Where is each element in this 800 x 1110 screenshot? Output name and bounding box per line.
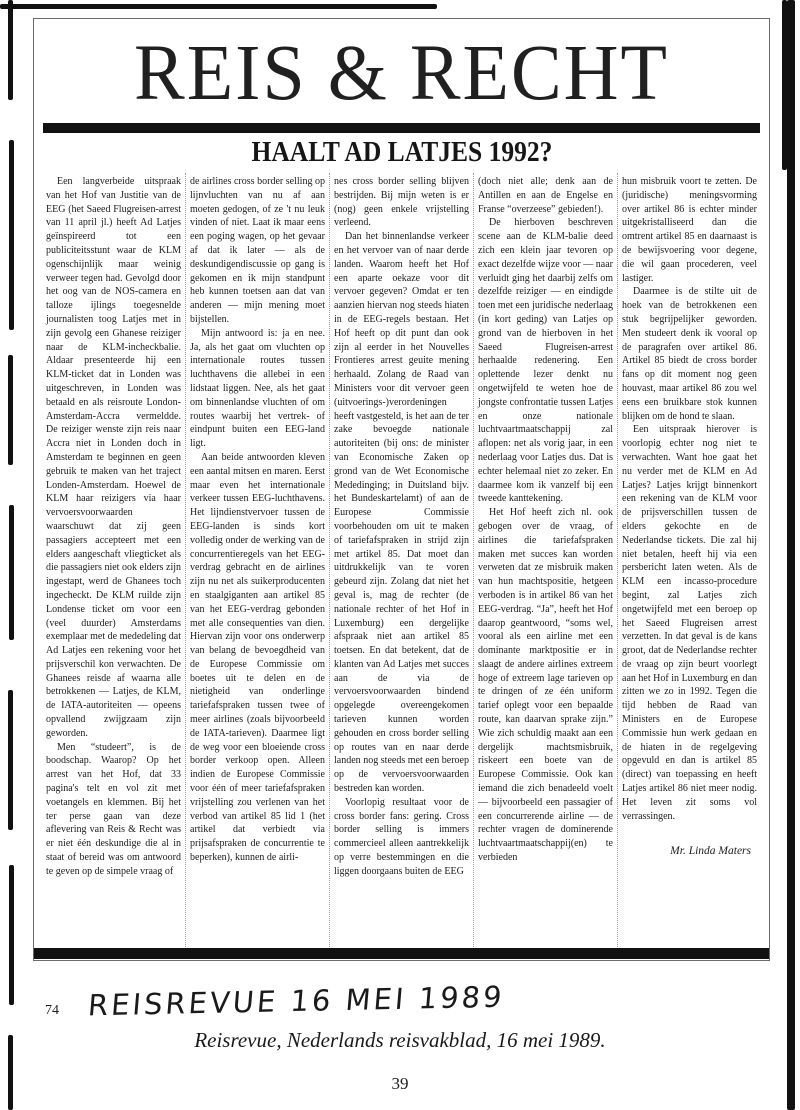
- article-paragraph: Een langverbeide uitspraak van het Hof van Justitie van de EEG (het Saeed Flugreisen-arrest van 11 april jl.) heeft Ad Latjes geïnspireerd tot een publiciteitsstunt waar de KLM ogenschijnlijk maar weinig verweer tegen had. Gevolgd door het oog van de NOS-camera en talloze ijlings toegesnelde journalisten toog Latjes met in zijn gevolg een Ghanese reiziger naar de KLM-incheckbalie. Aldaar presenteerde hij een KLM-ticket dat in Londen was uitgeschreven, in Londen was betaald en als reisroute London-Amsterdam-Accra vermeldde. De reiziger wenste zijn reis naar Accra niet in Londen doch in Amsterdam te beginnen en geen gebruik te maken van het traject Londen-Amsterdam. Hoewel de KLM haar reizigers via haar vervoersvoorwaarden waarschuwt dat zij geen passagiers accepteert met een elders aangeschaft vliegticket als die passagiers niet ook elders zijn ingestapt, werd de Ghanees toch ingecheckt. De KLM ruilde zijn Londense ticket om voor een (veel duurder) Amsterdams exemplaar met de mededeling dat Ad Latjes een rekening voor het prijsverschil kon verwachten. De Ghanees reisde af waarna alle betrokkenen — Latjes, de KLM, de IATA-autoriteiten — opeens opvallend zwijgzaam zijn geworden.: [46, 176, 181, 739]
- article-paragraph: Voorlopig resultaat voor de cross border fans: gering. Cross border selling is immers commercieel alleen aantrekkelijk op verre bestemmingen en die liggen doorgaans buiten de EEG: [334, 796, 469, 877]
- source-caption: Reisrevue, Nederlands reisvakblad, 16 mei 1989.: [194, 1028, 606, 1052]
- article-paragraph: (doch niet alle; denk aan de Antillen en aan de Engelse en Franse “overzeese” gebieden!).: [478, 176, 613, 215]
- scan-artifact-left-dash: [9, 865, 14, 1005]
- article-paragraph: Men “studeert”, is de boodschap. Waarop? Op het arrest van het Hof, dat 33 pagina's telt en vol zit met voetangels en klemmen. Bij het ter perse gaan van deze aflevering van Reis & Recht was er niet één deskundige die al in staat of bereid was om antwoord te geven op de simpele vraag of: [46, 741, 181, 877]
- article-paragraph: Aan beide antwoorden kleven een aantal mitsen en maren. Eerst maar even het internationale verkeer tussen EEG-luchthavens. Het lijndienstvervoer tussen de EEG-landen is sinds kort volledig onder de werking van de concurrentieregels van het EEG-verdrag gebracht en de airlines zijn nu net als suikerproducenten en staalgiganten aan artikel 85 van het EEG-verdrag gebonden met alle consequenties van dien. Hiervan zijn voor ons onderwerp van belang de bevoegdheid van de Europese Commissie om boetes uit te delen en de nietigheid van onderlinge tariefafspraken tussen twee of meer airlines (zoals bijvoorbeeld de IATA-tarieven). Daarmee ligt de weg voor een bloeiende cross border verkoop open. Alleen indien de Europese Commissie voor één of meer tariefafspraken vrijstelling zou verlenen van het verbod van artikel 85 lid 1 (het artikel dat verbiedt via prijsafspraken de concurrentie te beperken), kunnen de airli-: [190, 451, 325, 864]
- masthead-rule: [43, 123, 760, 133]
- author-signature: Mr. Linda Maters: [670, 845, 751, 858]
- scan-artifact-right-bar: [787, 0, 795, 1110]
- article-paragraph: Het Hof heeft zich nl. ook gebogen over de vraag, of airlines die tariefafspraken maken met succes kan worden verweten dat ze misbruik maken van hun machtspositie, hetgeen verboden is in artikel 86 van het EEG-verdrag. “Ja”, heeft het Hof daarop geantwoord, “soms wel, vooral als een airline met een dominante marktpositie er in slaagt de andere airlines extreem hoge of extreem lage tarieven op te dringen of ze één uniform tarief oplegt voor een bepaalde route, kan daarvan sprake zijn.” Wie zich schuldig maakt aan een dergelijk machtsmisbruik, riskeert een boete van de Europese Commissie. Ook kan iemand die zich benadeeld voelt — bijvoorbeeld een passagier of een concurrerende airline — de rechter vragen de dominerende luchtvaartmaatschappij(en) te verbieden: [478, 507, 613, 864]
- article-paragraph: De hierboven beschreven scene aan de KLM-balie deed zich een klein jaar tevoren op exact dezelfde wijze voor — naar verluidt ging het daarbij zelfs om dezelfde reiziger — en eindigde toen met een juridische nederlaag (in kort geding) van Latjes op grond van de hierboven in het Saeed Flugreisen-arrest herhaalde redenering. Een oplettende lezer denkt nu ongetwijfeld te weten hoe de jongste confrontatie tussen Latjes en onze nationale luchtvaartmaatschappij zal aflopen: net als vorig jaar, in een nederlaag voor Latjes dus. Dat is echter helemaal niet zo zeker. En daarmee kom ik vanzelf bij een tweede kanttekening.: [478, 217, 613, 505]
- scan-artifact-left-dash: [9, 140, 14, 330]
- article-paragraph: de airlines cross border selling op lijnvluchten van nu af aan moeten gedogen, of ze 't nu leuk vinden of niet. Laat ik maar eens een poging wagen, op het gevaar af dat ik later — als de deskundigendiscussie op gang is gekomen en ik mijn standpunt heb kunnen toetsen aan dat van anderen — mijn mening moet bijstellen.: [190, 176, 325, 325]
- article-paragraph: Mijn antwoord is: ja en nee. Ja, als het gaat om vluchten op internationale routes tussen luchthavens die allebei in een lidstaat liggen. Nee, als het gaat om binnenlandse vluchten of om routes waarbij het vertrek- of eindpunt buiten een EEG-land ligt.: [190, 327, 325, 450]
- scan-artifact-left-dash: [8, 0, 13, 100]
- scan-artifact-left-dash: [9, 505, 14, 640]
- print-number: 74: [45, 1003, 59, 1018]
- article-column-3: [329, 173, 473, 961]
- headline-row: [34, 137, 769, 169]
- article-column-2: [185, 173, 329, 961]
- article-paragraph: Daarmee is de stilte uit de hoek van de betrokkenen een stuk begrijpelijker geworden. Men studeert denk ik vooral op de paragrafen over artikel 86. Artikel 85 biedt de cross border fans op dit moment nog geen houvast, maar artikel 86 zou wel eens een bruikbare stok kunnen blijken om de hond te slaan.: [622, 286, 757, 422]
- scan-artifact-left-dash: [8, 690, 13, 830]
- page-number: 39: [391, 1074, 409, 1093]
- article-column-5: [617, 173, 761, 961]
- scan-artifact-left-dash: [8, 355, 13, 465]
- scan-artifact-right-bar-2: [782, 0, 787, 170]
- article-headline: HAALT AD LATJES 1992?: [251, 136, 552, 168]
- article-column-4: [473, 173, 617, 961]
- article-clipping: [33, 18, 770, 961]
- magazine-section-title: REIS & RECHT: [134, 29, 669, 117]
- scan-artifact-top-line: [0, 4, 437, 9]
- article-paragraph: Een uitspraak hierover is voorlopig echter nog niet te verwachten. Want hoe gaat het nu verder met de KLM en Ad Latjes? Latjes krijgt binnenkort een rekening van de KLM voor de prijsverschillen tussen de elders gekochte en de Nederlandse tickets. Die zal hij niet betalen, heeft hij via een persbericht laten weten. Als de KLM een incasso-procedure begint, zal Latjes zich ongetwijfeld met een beroep op het Saeed Flugreisen arrest verzetten. In dat geval is de kans groot, dat de Nederlandse rechter de vraag op zijn beurt voorlegt aan het Hof in Luxemburg en dan zitten we zo in 1992. Tegen die tijd hebben de Raad van Ministers en de Europese Commissie hun werk gedaan en de hiaten in de regelgeving opgevuld en dan is artikel 85 (direct) van toepassing en heeft Latjes artikel 86 niet meer nodig. Het leven zit soms vol verrassingen.: [622, 424, 757, 822]
- article-paragraph: nes cross border selling blijven bestrijden. Bij mijn weten is er (nog) geen enkele vrijstelling verleend.: [334, 176, 469, 229]
- article-paragraph: hun misbruik voort te zetten. De (juridische) meningsvorming over artikel 86 is echter minder uitgekristalliseerd dan die omtrent artikel 85 en daarnaast is de bewijsvoering voor degene, die wil gaan procederen, veel lastiger.: [622, 176, 757, 284]
- article-bottom-rule: [34, 948, 769, 959]
- article-columns: [42, 173, 761, 961]
- handwritten-annotation: REISREVUE 16 MEI 1989: [86, 979, 506, 1023]
- article-paragraph: Dan het binnenlandse verkeer en het vervoer van of naar derde landen. Waarom heeft het Hof een aparte oekaze voor dit vervoer gegeven? Omdat er ten aanzien hiervan nog steeds hiaten in de EEG-regels bestaan. Het Hof heeft op dit punt dan ook zijn al eerder in het Nouvelles Frontieres arrest geuite mening herhaald. Zolang de Raad van Ministers voor dit vervoer geen (uitvoerings-)verordeningen heeft vastgesteld, is het aan de ter zake bevoegde nationale autoriteiten (bij ons: de minister van Economische Zaken op grond van de Wet Economische Mededinging; in Duitsland bijv. het Bundeskartelamt) of aan de Europese Commissie voorbehouden om uit te maken of tariefafspraken in strijd zijn met artikel 85. Dat moet dan uitdrukkelijk van te voren gebeurd zijn. Zolang dat niet het geval is, mag de rechter (de nationale rechter of het Hof in Luxemburg) een dergelijke afspraak niet aan artikel 85 toetsen. En dat betekent, dat de klanten van Ad Latjes met succes aan de via de vervoersvoorwaarden bindend opgelegde overeengekomen tarieven kunnen worden gehouden en cross border selling op routes van en naar derde landen nog steeds met een beroep op de vervoersvoorwaarden bestreden kan worden.: [334, 231, 469, 795]
- article-column-1: [42, 173, 185, 961]
